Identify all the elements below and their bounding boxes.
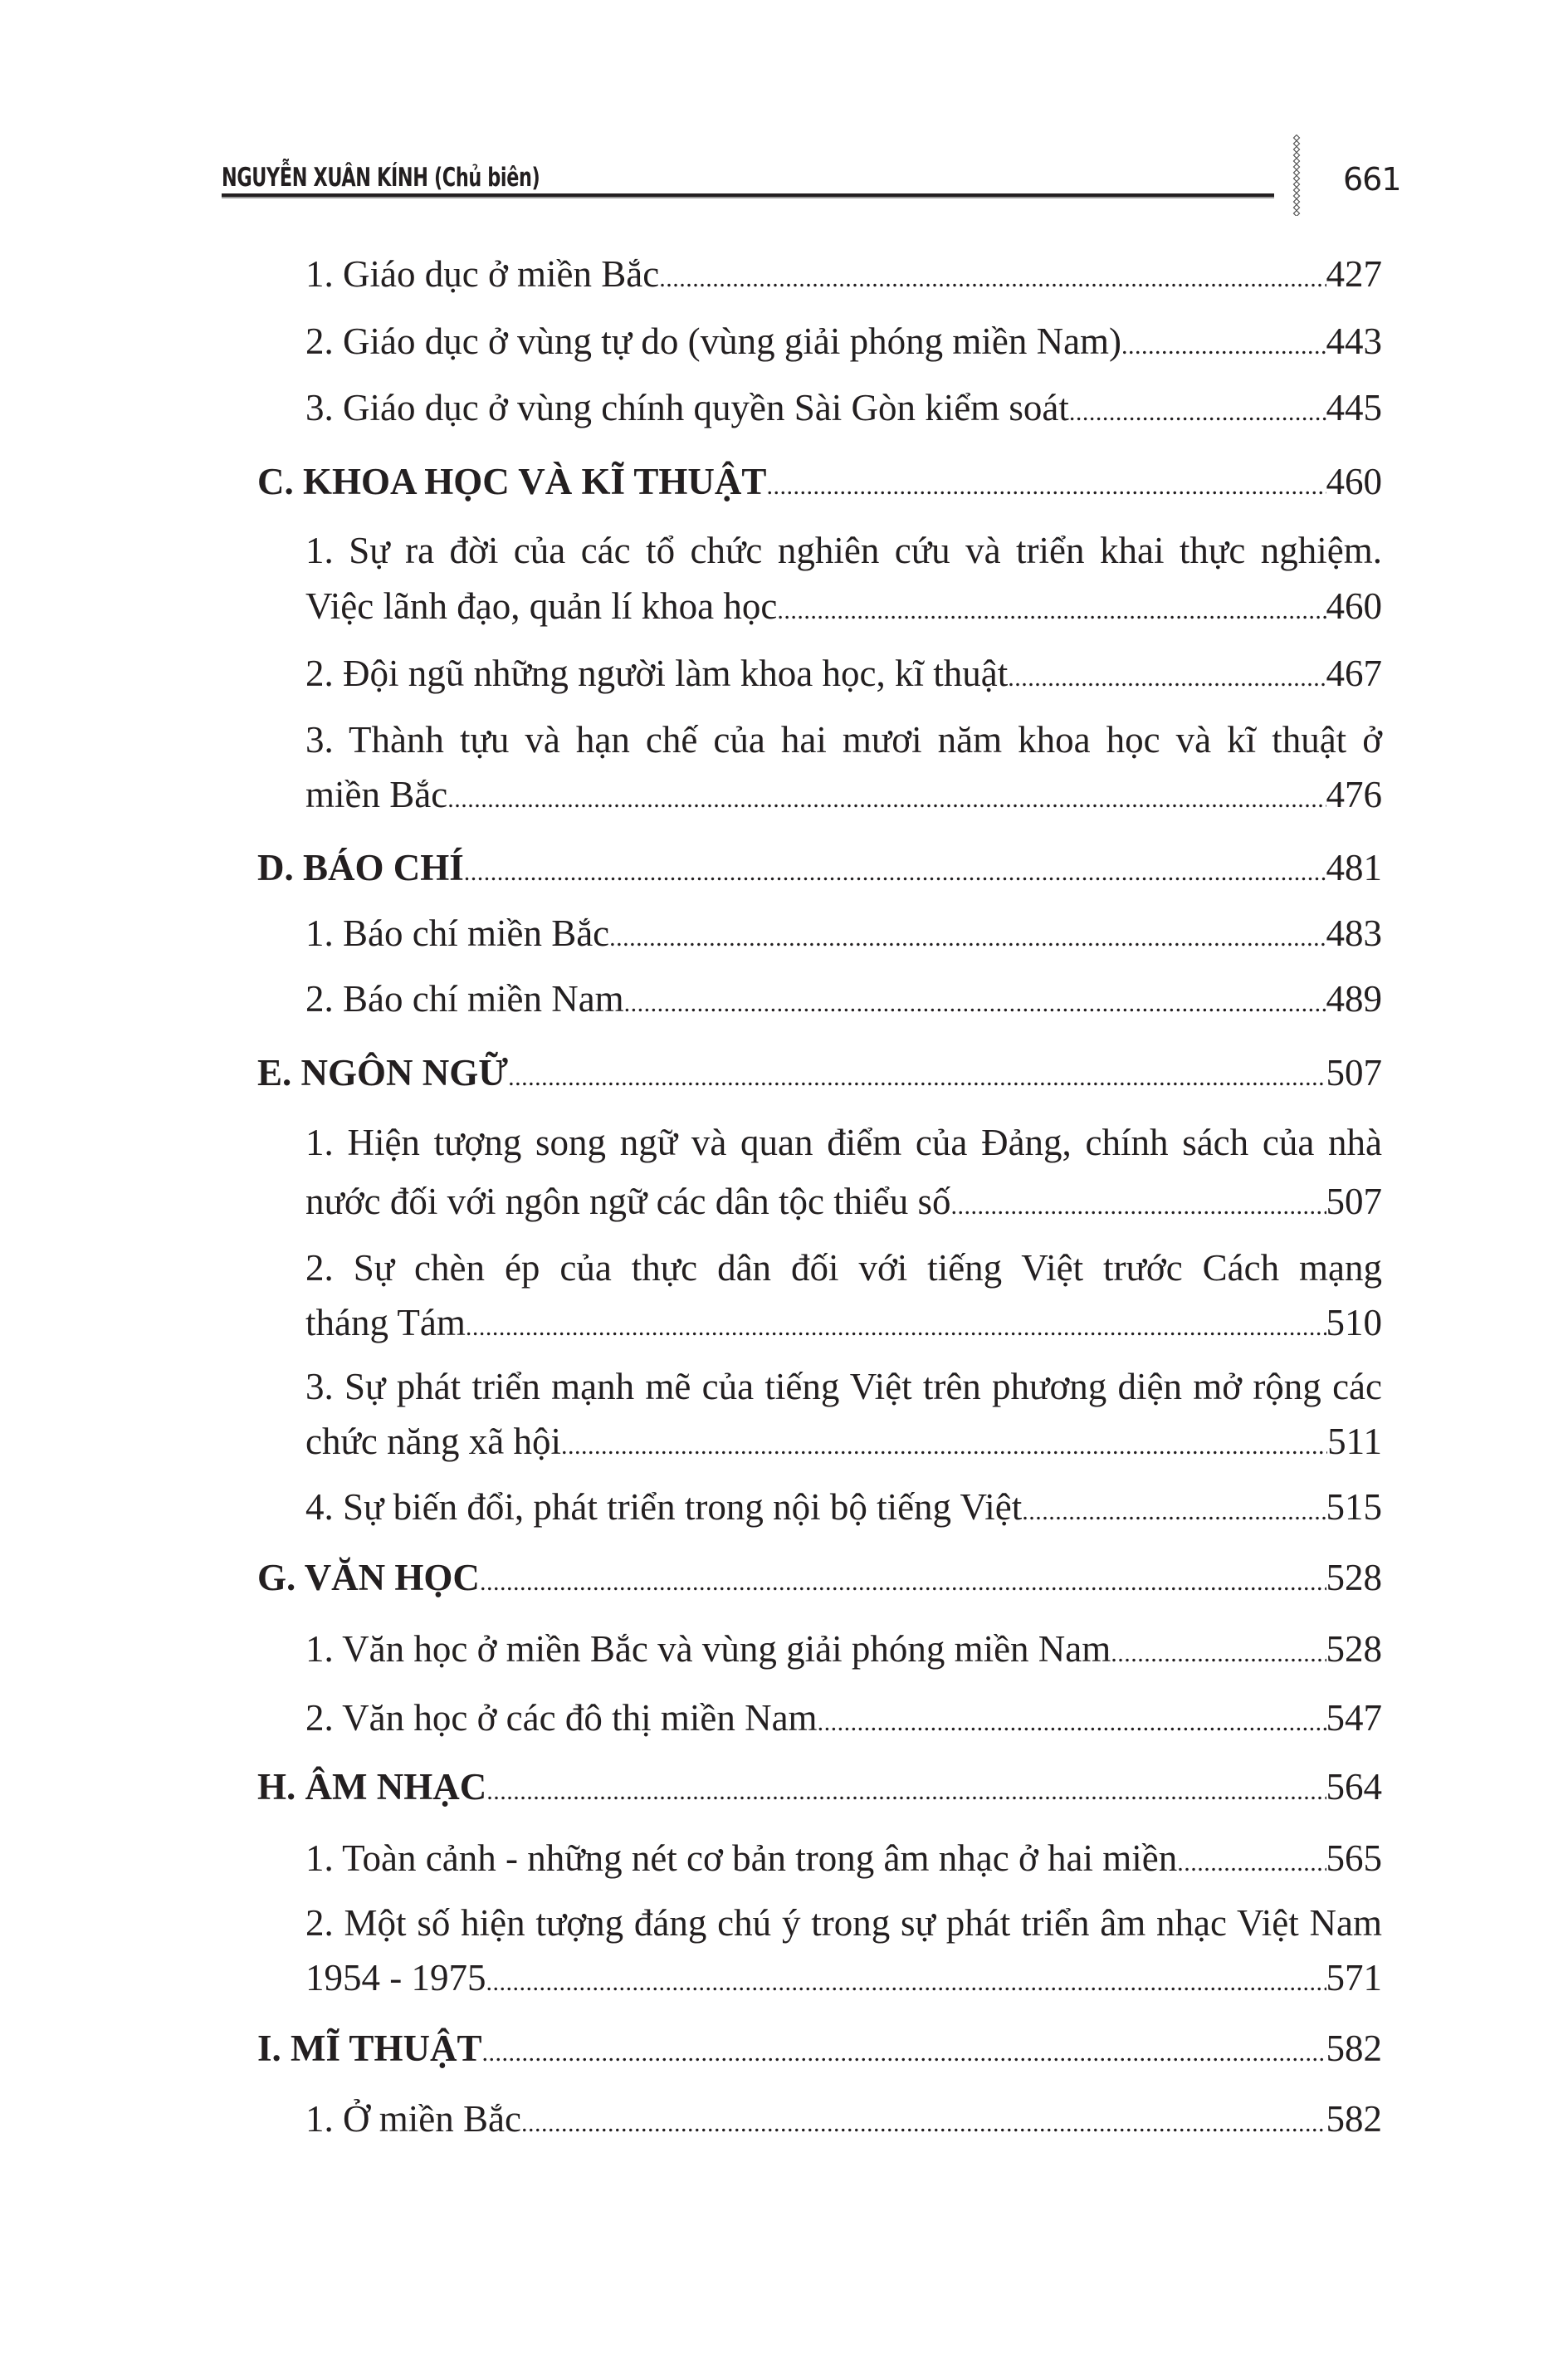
toc-entry[interactable] (305, 1837, 1382, 1879)
ornament-diamond (1294, 188, 1300, 193)
toc-entry-page: 547 (1326, 1697, 1382, 1739)
toc-entry-page: 489 (1326, 978, 1382, 1020)
leader-dots (480, 1562, 1326, 1603)
leader-dots (561, 1426, 1327, 1467)
toc-entry[interactable] (305, 2098, 1382, 2140)
leader-dots (1121, 325, 1326, 367)
ornament-diamond (1294, 159, 1300, 164)
leader-dots (481, 2033, 1326, 2074)
toc-entry-first-line[interactable]: 1. Sự ra đời của các tổ chức nghiên cứu và triển khai thực nghiệm. (305, 530, 1382, 571)
toc-entry-first-line[interactable]: 3. Sự phát triển mạnh mẽ của tiếng Việt trên phương diện mở rộng các (305, 1366, 1382, 1407)
toc-entry[interactable] (305, 978, 1382, 1020)
toc-section-page: 582 (1326, 2028, 1382, 2069)
leader-dots (1177, 1842, 1326, 1884)
toc-entry-page: 445 (1326, 387, 1382, 428)
toc-section-title: D. BÁO CHÍ (257, 847, 464, 888)
toc-entry-page: 510 (1326, 1302, 1382, 1343)
toc-entry[interactable] (305, 774, 1382, 815)
toc-entry-title: 2. Đội ngũ những người làm khoa học, kĩ thuật (305, 653, 1009, 694)
ornament-diamond (1294, 176, 1300, 182)
toc-entry[interactable] (305, 1697, 1382, 1739)
leader-dots (466, 1307, 1326, 1348)
leader-dots (1008, 658, 1326, 699)
ornament-diamond (1294, 164, 1300, 170)
toc-entry[interactable] (305, 1957, 1382, 1998)
toc-entry-title: 1. Văn học ở miền Bắc và vùng giải phóng miền Nam (305, 1628, 1111, 1670)
toc-entry-page: 515 (1326, 1486, 1382, 1528)
diamond-chain-divider-icon (1292, 135, 1302, 216)
toc-entry[interactable] (305, 653, 1382, 694)
toc-section-heading[interactable] (257, 2028, 1382, 2069)
toc-section-page: 528 (1326, 1557, 1382, 1598)
leader-dots (1111, 1633, 1326, 1675)
toc-entry-title: Việc lãnh đạo, quản lí khoa học (305, 585, 778, 627)
leader-dots (624, 983, 1326, 1025)
toc-entry-first-line[interactable]: 2. Sự chèn ép của thực dân đối với tiếng Việt trước Cách mạng (305, 1247, 1382, 1289)
toc-section-page: 564 (1326, 1766, 1382, 1808)
leader-dots (950, 1186, 1326, 1227)
leader-dots (1022, 1491, 1326, 1533)
ornament-diamond (1294, 153, 1300, 159)
leader-dots (464, 852, 1326, 893)
leader-dots (447, 779, 1326, 820)
leader-dots (659, 258, 1326, 300)
ornament-diamond (1294, 147, 1300, 153)
toc-entry-title: 1. Toàn cảnh - những nét cơ bản trong âm nhạc ở hai miền (305, 1837, 1178, 1879)
toc-section-title: E. NGÔN NGỮ (257, 1052, 509, 1093)
toc-entry-first-line[interactable]: 1. Hiện tượng song ngữ và quan điểm của Đảng, chính sách của nhà (305, 1122, 1382, 1163)
leader-dots (777, 590, 1326, 632)
toc-entry-page: 443 (1326, 320, 1382, 362)
leader-dots (609, 917, 1326, 959)
toc-entry-page: 483 (1326, 912, 1382, 954)
toc-entry-title: 1954 - 1975 (305, 1957, 486, 1998)
toc-entry[interactable] (305, 1302, 1382, 1343)
toc-section-heading[interactable] (257, 461, 1382, 502)
toc-entry-page: 565 (1326, 1837, 1382, 1879)
toc-entry-title: 2. Báo chí miền Nam (305, 978, 624, 1020)
toc-entry-title: tháng Tám (305, 1302, 466, 1343)
toc-entry-first-line[interactable]: 2. Một số hiện tượng đáng chú ý trong sự phát triển âm nhạc Việt Nam (305, 1902, 1382, 1944)
leader-dots (486, 1962, 1326, 2003)
toc-entry-page: 528 (1326, 1628, 1382, 1670)
toc-entry[interactable] (305, 912, 1382, 954)
running-header-author: NGUYỄN XUÂN KÍNH (Chủ biên) (222, 163, 540, 193)
ornament-diamond (1294, 182, 1300, 188)
toc-entry-title: 2. Giáo dục ở vùng tự do (vùng giải phóng miền Nam) (305, 320, 1122, 362)
toc-entry[interactable] (305, 320, 1382, 362)
ornament-diamond (1294, 193, 1300, 199)
toc-section-page: 460 (1326, 461, 1382, 502)
toc-entry[interactable] (305, 1628, 1382, 1670)
toc-section-page: 481 (1326, 847, 1382, 888)
leader-dots (521, 2103, 1326, 2145)
toc-entry[interactable] (305, 387, 1382, 428)
toc-entry-first-line[interactable]: 3. Thành tựu và hạn chế của hai mươi năm khoa học và kĩ thuật ở (305, 719, 1382, 761)
header-rule-shadow (222, 197, 1274, 198)
toc-entry-title: 4. Sự biến đổi, phát triển trong nội bộ tiếng Việt (305, 1486, 1023, 1528)
toc-section-title: I. MĨ THUẬT (257, 2028, 482, 2069)
toc-entry-page: 582 (1326, 2098, 1382, 2140)
toc-entry-title: 2. Văn học ở các đô thị miền Nam (305, 1697, 818, 1739)
toc-section-title: C. KHOA HỌC VÀ KĨ THUẬT (257, 461, 767, 502)
ornament-diamond (1294, 170, 1300, 176)
toc-section-heading[interactable] (257, 847, 1382, 888)
leader-dots (486, 1771, 1326, 1812)
toc-entry[interactable] (305, 1181, 1382, 1222)
toc-entry-page: 571 (1326, 1957, 1382, 1998)
toc-section-heading[interactable] (257, 1766, 1382, 1808)
toc-entry[interactable] (305, 585, 1382, 627)
toc-entry-page: 476 (1326, 774, 1382, 815)
ornament-diamond (1294, 199, 1300, 205)
toc-entry-title: nước đối với ngôn ngữ các dân tộc thiểu số (305, 1181, 951, 1222)
ornament-diamond (1294, 141, 1300, 147)
toc-entry[interactable] (305, 1421, 1382, 1462)
leader-dots (508, 1057, 1326, 1098)
ornament-diamond (1294, 135, 1300, 141)
toc-entry-title: miền Bắc (305, 774, 448, 815)
toc-section-title: G. VĂN HỌC (257, 1557, 480, 1598)
page-number: 661 (1343, 161, 1401, 198)
toc-entry-title: 1. Ở miền Bắc (305, 2098, 521, 2140)
toc-entry-page: 507 (1326, 1181, 1382, 1222)
toc-entry-page: 511 (1327, 1421, 1382, 1462)
toc-entry-title: 1. Báo chí miền Bắc (305, 912, 610, 954)
toc-section-heading[interactable] (257, 1557, 1382, 1598)
toc-entry-page: 467 (1326, 653, 1382, 694)
toc-section-page: 507 (1326, 1052, 1382, 1093)
ornament-diamond (1294, 205, 1300, 211)
leader-dots (766, 466, 1326, 507)
toc-section-title: H. ÂM NHẠC (257, 1766, 487, 1808)
toc-entry-page: 427 (1326, 253, 1382, 295)
toc-entry-title: 1. Giáo dục ở miền Bắc (305, 253, 660, 295)
toc-entry-title: 3. Giáo dục ở vùng chính quyền Sài Gòn kiểm soát (305, 387, 1069, 428)
leader-dots (1069, 392, 1326, 433)
toc-entry[interactable] (305, 1486, 1382, 1528)
ornament-diamond (1294, 211, 1300, 217)
toc-section-heading[interactable] (257, 1052, 1382, 1093)
leader-dots (818, 1702, 1326, 1744)
toc-entry-page: 460 (1326, 585, 1382, 627)
toc-entry-title: chức năng xã hội (305, 1421, 562, 1462)
toc-entry[interactable] (305, 253, 1382, 295)
